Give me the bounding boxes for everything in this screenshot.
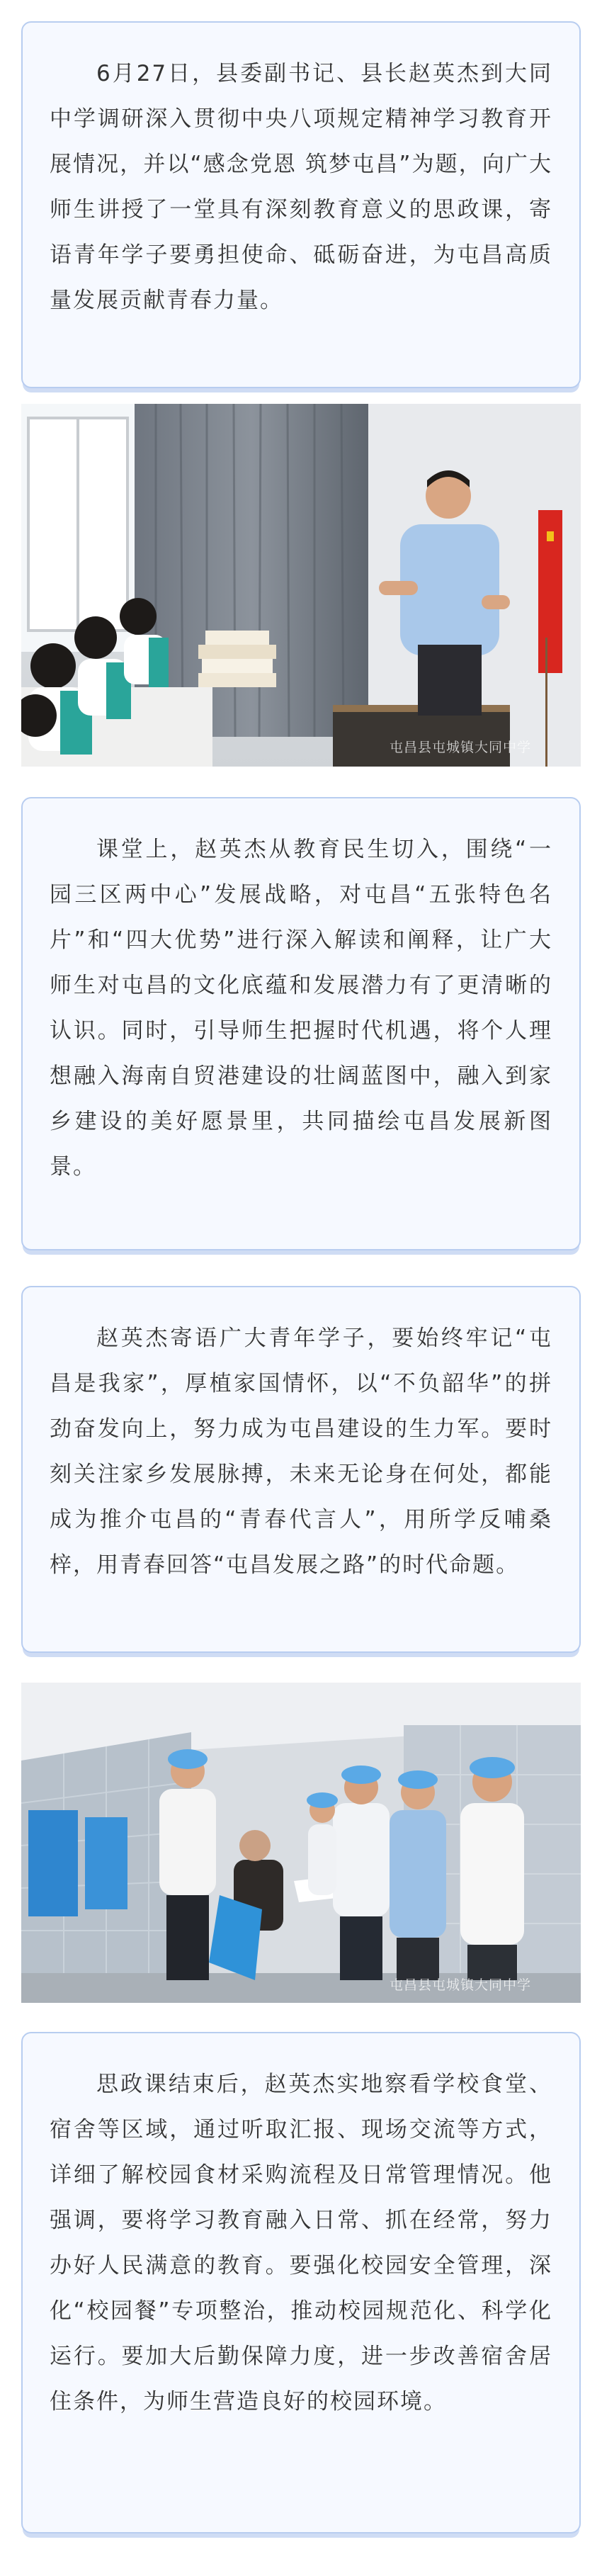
message-to-students-paragraph: 赵英杰寄语广大青年学子，要始终牢记“屯昌是我家”，厚植家国情怀，以“不负韶华”的拼劲奋发向上，努力成为屯昌建设的生力军。要时刻关注家乡发展脉搏，未来无论身在何处，都能成为推介屯昌的“青春代言人”，用所学反哺桑梓，用青春回答“屯昌发展之路”的时代命题。: [50, 1326, 552, 1578]
photo-watermark: 屯昌县屯城镇大同中学: [390, 740, 532, 755]
classroom-scene-illustration: [21, 404, 581, 767]
inspection-scene-illustration: [21, 1683, 581, 2003]
campus-inspection-paragraph: 思政课结束后，赵英杰实地察看学校食堂、宿舍等区域，通过听取汇报、现场交流等方式，详细了解校园食材采购流程及日常管理情况。他强调，要将学习教育融入日常、抓在经常，努力办好人民满意的教育。要强化校园安全管理，深化“校园餐”专项整治，推动校园规范化、科学化运行。要加大后勤保障力度，进一步改善宿舍居住条件，为师生营造良好的校园环境。: [50, 2072, 552, 2414]
intro-paragraph: 6月27日，县委副书记、县长赵英杰到大同中学调研深入贯彻中央八项规定精神学习教育开展情况，并以“感念党恩 筑梦屯昌”为题，向广大师生讲授了一堂具有深刻教育意义的思政课，寄语青年学子要勇担使命、砥砺奋进，为屯昌高质量发展贡献青春力量。: [50, 61, 552, 313]
message-to-students-text-card: [21, 1286, 581, 1653]
photo-watermark: 屯昌县屯城镇大同中学: [390, 1977, 532, 1993]
classroom-lecture-photo: [21, 404, 581, 767]
campus-inspection-text-card: [21, 2032, 581, 2533]
canteen-inspection-photo: [21, 1683, 581, 2003]
lecture-content-text-card: [21, 797, 581, 1250]
intro-text-card: [21, 21, 581, 388]
lecture-content-paragraph: 课堂上，赵英杰从教育民生切入，围绕“一园三区两中心”发展战略，对屯昌“五张特色名片”和“四大优势”进行深入解读和阐释，让广大师生对屯昌的文化底蕴和发展潜力有了更清晰的认识。同时，引导师生把握时代机遇，将个人理想融入海南自贸港建设的壮阔蓝图中，融入到家乡建设的美好愿景里，共同描绘屯昌发展新图景。: [50, 837, 552, 1180]
